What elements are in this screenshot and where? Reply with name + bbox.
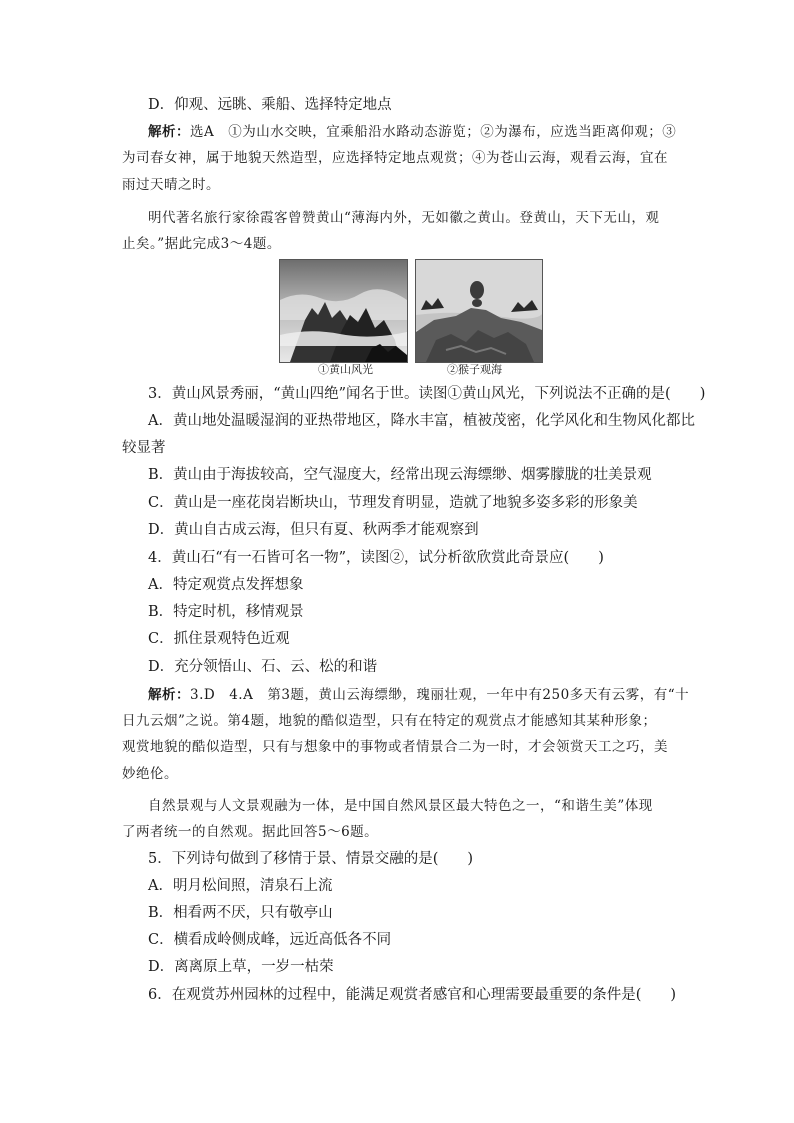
figure-caption-1: ①黄山风光 — [318, 363, 373, 376]
text-line: 明代著名旅行家徐霞客曾赞黄山“薄海内外，无如徽之黄山。登黄山，天下无山，观 — [148, 210, 660, 226]
analysis-label: 解析： — [148, 687, 190, 703]
text-line: 解析：选A ①为山水交映，宜乘船沿水路动态游览；②为瀑布，应选当距离仰观；③ — [148, 124, 677, 140]
text-line: 妙绝伦。 — [122, 766, 178, 782]
text-line: 了两者统一的自然观。据此回答5～6题。 — [122, 824, 379, 840]
text-line: D．离离原上草，一岁一枯荣 — [148, 959, 334, 975]
text-line: C．抓住景观特色近观 — [148, 631, 290, 647]
text-line: 为司春女神，属于地貌天然造型，应选择特定地点观赏；④为苍山云海，观看云海，宜在 — [122, 150, 668, 166]
text-line: A．明月松间照，清泉石上流 — [148, 878, 333, 894]
monkey-watching-sea-image — [416, 260, 542, 362]
figure-caption-2: ②猴子观海 — [447, 363, 502, 376]
text-line: C．黄山是一座花岗岩断块山，节理发育明显，造就了地貌多姿多彩的形象美 — [148, 495, 638, 511]
text-line: 4．黄山石“有一石皆可名一物”，读图②，试分析欲欣赏此奇景应( ) — [148, 550, 604, 566]
text-line: D．黄山自古成云海，但只有夏、秋两季才能观察到 — [148, 522, 479, 538]
text-line: 观赏地貌的酷似造型，只有与想象中的事物或者情景合二为一时，才会领赏天工之巧，美 — [122, 739, 668, 755]
text-line: D．仰观、远眺、乘船、选择特定地点 — [148, 97, 392, 113]
text-line: 3．黄山风景秀丽，“黄山四绝”闻名于世。读图①黄山风光，下列说法不正确的是( ) — [148, 386, 706, 402]
text-line: 5．下列诗句做到了移情于景、情景交融的是( ) — [148, 851, 474, 867]
photo-huangshan-scenery — [279, 259, 408, 363]
text-line: 较显著 — [122, 440, 166, 456]
huangshan-scenery-image — [280, 260, 407, 362]
text-line: B．黄山由于海拔较高，空气湿度大，经常出现云海缥缈、烟雾朦胧的壮美景观 — [148, 467, 652, 483]
text-line: 解析：3.D 4.A 第3题，黄山云海缥缈，瑰丽壮观，一年中有250多天有云雾，有“十 — [148, 687, 690, 703]
text-line: A．黄山地处温暖湿润的亚热带地区，降水丰富，植被茂密，化学风化和生物风化都比 — [148, 413, 695, 429]
text-line: 雨过天晴之时。 — [122, 177, 220, 193]
text-line: B．特定时机，移情观景 — [148, 604, 304, 620]
text-line: 自然景观与人文景观融为一体，是中国自然风景区最大特色之一，“和谐生美”体现 — [148, 798, 653, 814]
text-line: 日九云烟”之说。第4题，地貌的酷似造型，只有在特定的观赏点才能感知其某种形象； — [122, 713, 657, 729]
photo-monkey-watching-sea — [415, 259, 543, 363]
text-line: B．相看两不厌，只有敬亭山 — [148, 905, 333, 921]
text-line: 6．在观赏苏州园林的过程中，能满足观赏者感官和心理需要最重要的条件是( ) — [148, 987, 677, 1003]
analysis-label: 解析： — [148, 124, 190, 140]
text-line: D．充分领悟山、石、云、松的和谐 — [148, 659, 378, 675]
text-line: A．特定观赏点发挥想象 — [148, 577, 304, 593]
text-line: C．横看成岭侧成峰，远近高低各不同 — [148, 932, 392, 948]
text-line: 止矣。”据此完成3～4题。 — [122, 236, 281, 252]
